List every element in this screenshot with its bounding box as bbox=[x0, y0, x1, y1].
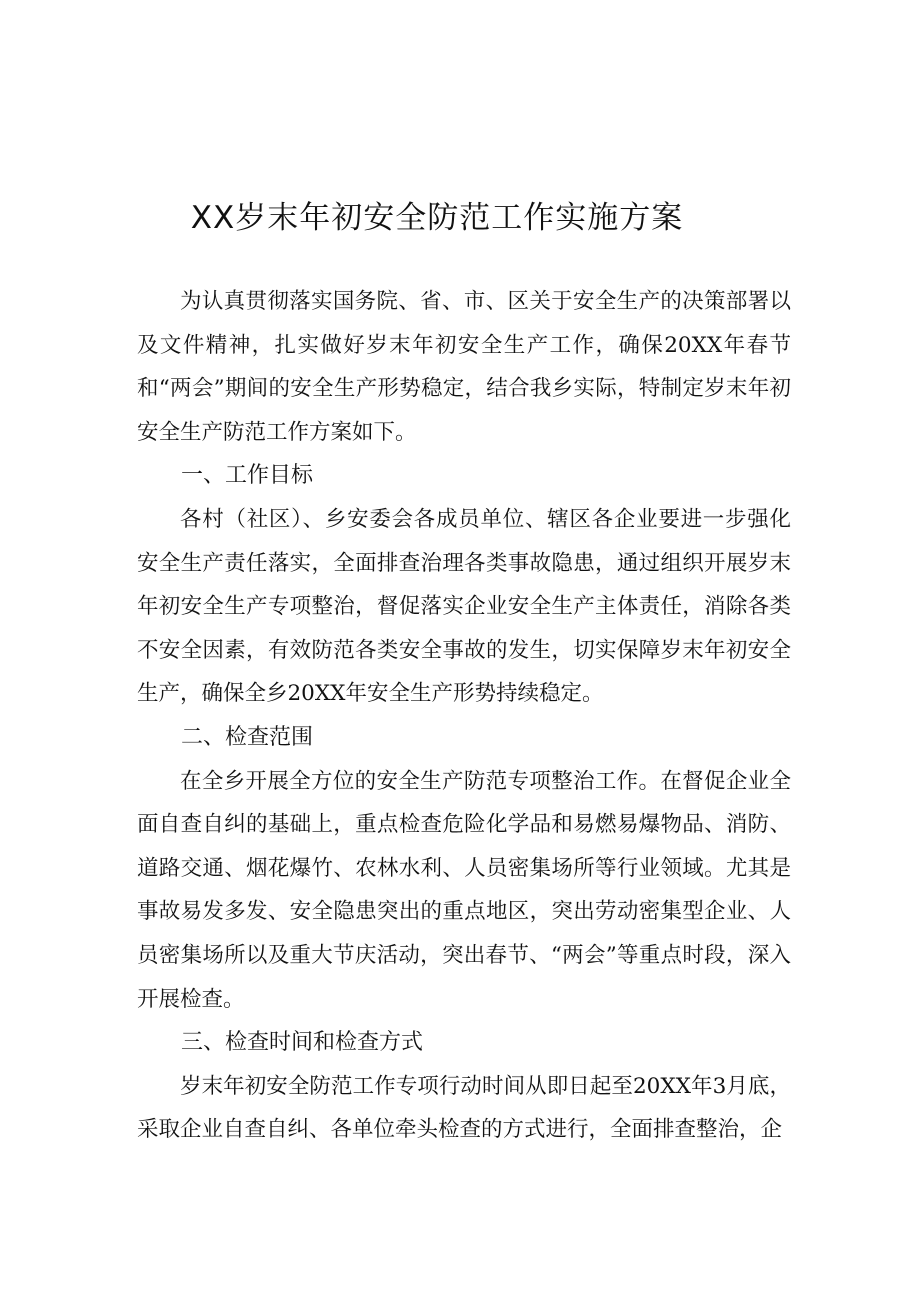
section-heading-scope: 二、检查范围 bbox=[181, 724, 314, 750]
intro-paragraph: 为认真贯彻落实国务院、省、市、区关于安全生产的决策部署以及文件精神，扎实做好岁末年初安全生产工作，确保20XX年春节和“两会”期间的安全生产形势稳定，结合我乡实际，特制定岁末年初安全生产防范工作方案如下。 bbox=[137, 289, 791, 445]
document-title: XX岁末年初安全防范工作实施方案 bbox=[190, 200, 684, 236]
section-paragraph-scope: 在全乡开展全方位的安全生产防范专项整治工作。在督促企业全面自查自纠的基础上，重点检查危险化学品和易燃易爆物品、消防、道路交通、烟花爆竹、农林水利、人员密集场所等行业领域。尤其是事故易发多发、安全隐患突出的重点地区，突出劳动密集型企业、人员密集场所以及重大节庆活动，突出春节、“两会”等重点时段，深入开展检查。 bbox=[137, 768, 791, 1012]
document-body bbox=[137, 280, 791, 1152]
section-heading-goals: 一、工作目标 bbox=[181, 463, 314, 489]
section-paragraph-schedule: 岁末年初安全防范工作专项行动时间从即日起至20XX年3月底，采取企业自查自纠、各单位牵头检查的方式进行，全面排查整治，企 bbox=[137, 1073, 791, 1143]
section-heading-schedule: 三、检查时间和检查方式 bbox=[181, 1030, 424, 1056]
section-paragraph-goals: 各村（社区）、乡安委会各成员单位、辖区各企业要进一步强化安全生产责任落实，全面排查治理各类事故隐患，通过组织开展岁末年初安全生产专项整治，督促落实企业安全生产主体责任，消除各类不安全因素，有效防范各类安全事故的发生，切实保障岁末年初安全生产，确保全乡20XX年安全生产形势持续稳定。 bbox=[137, 506, 791, 707]
